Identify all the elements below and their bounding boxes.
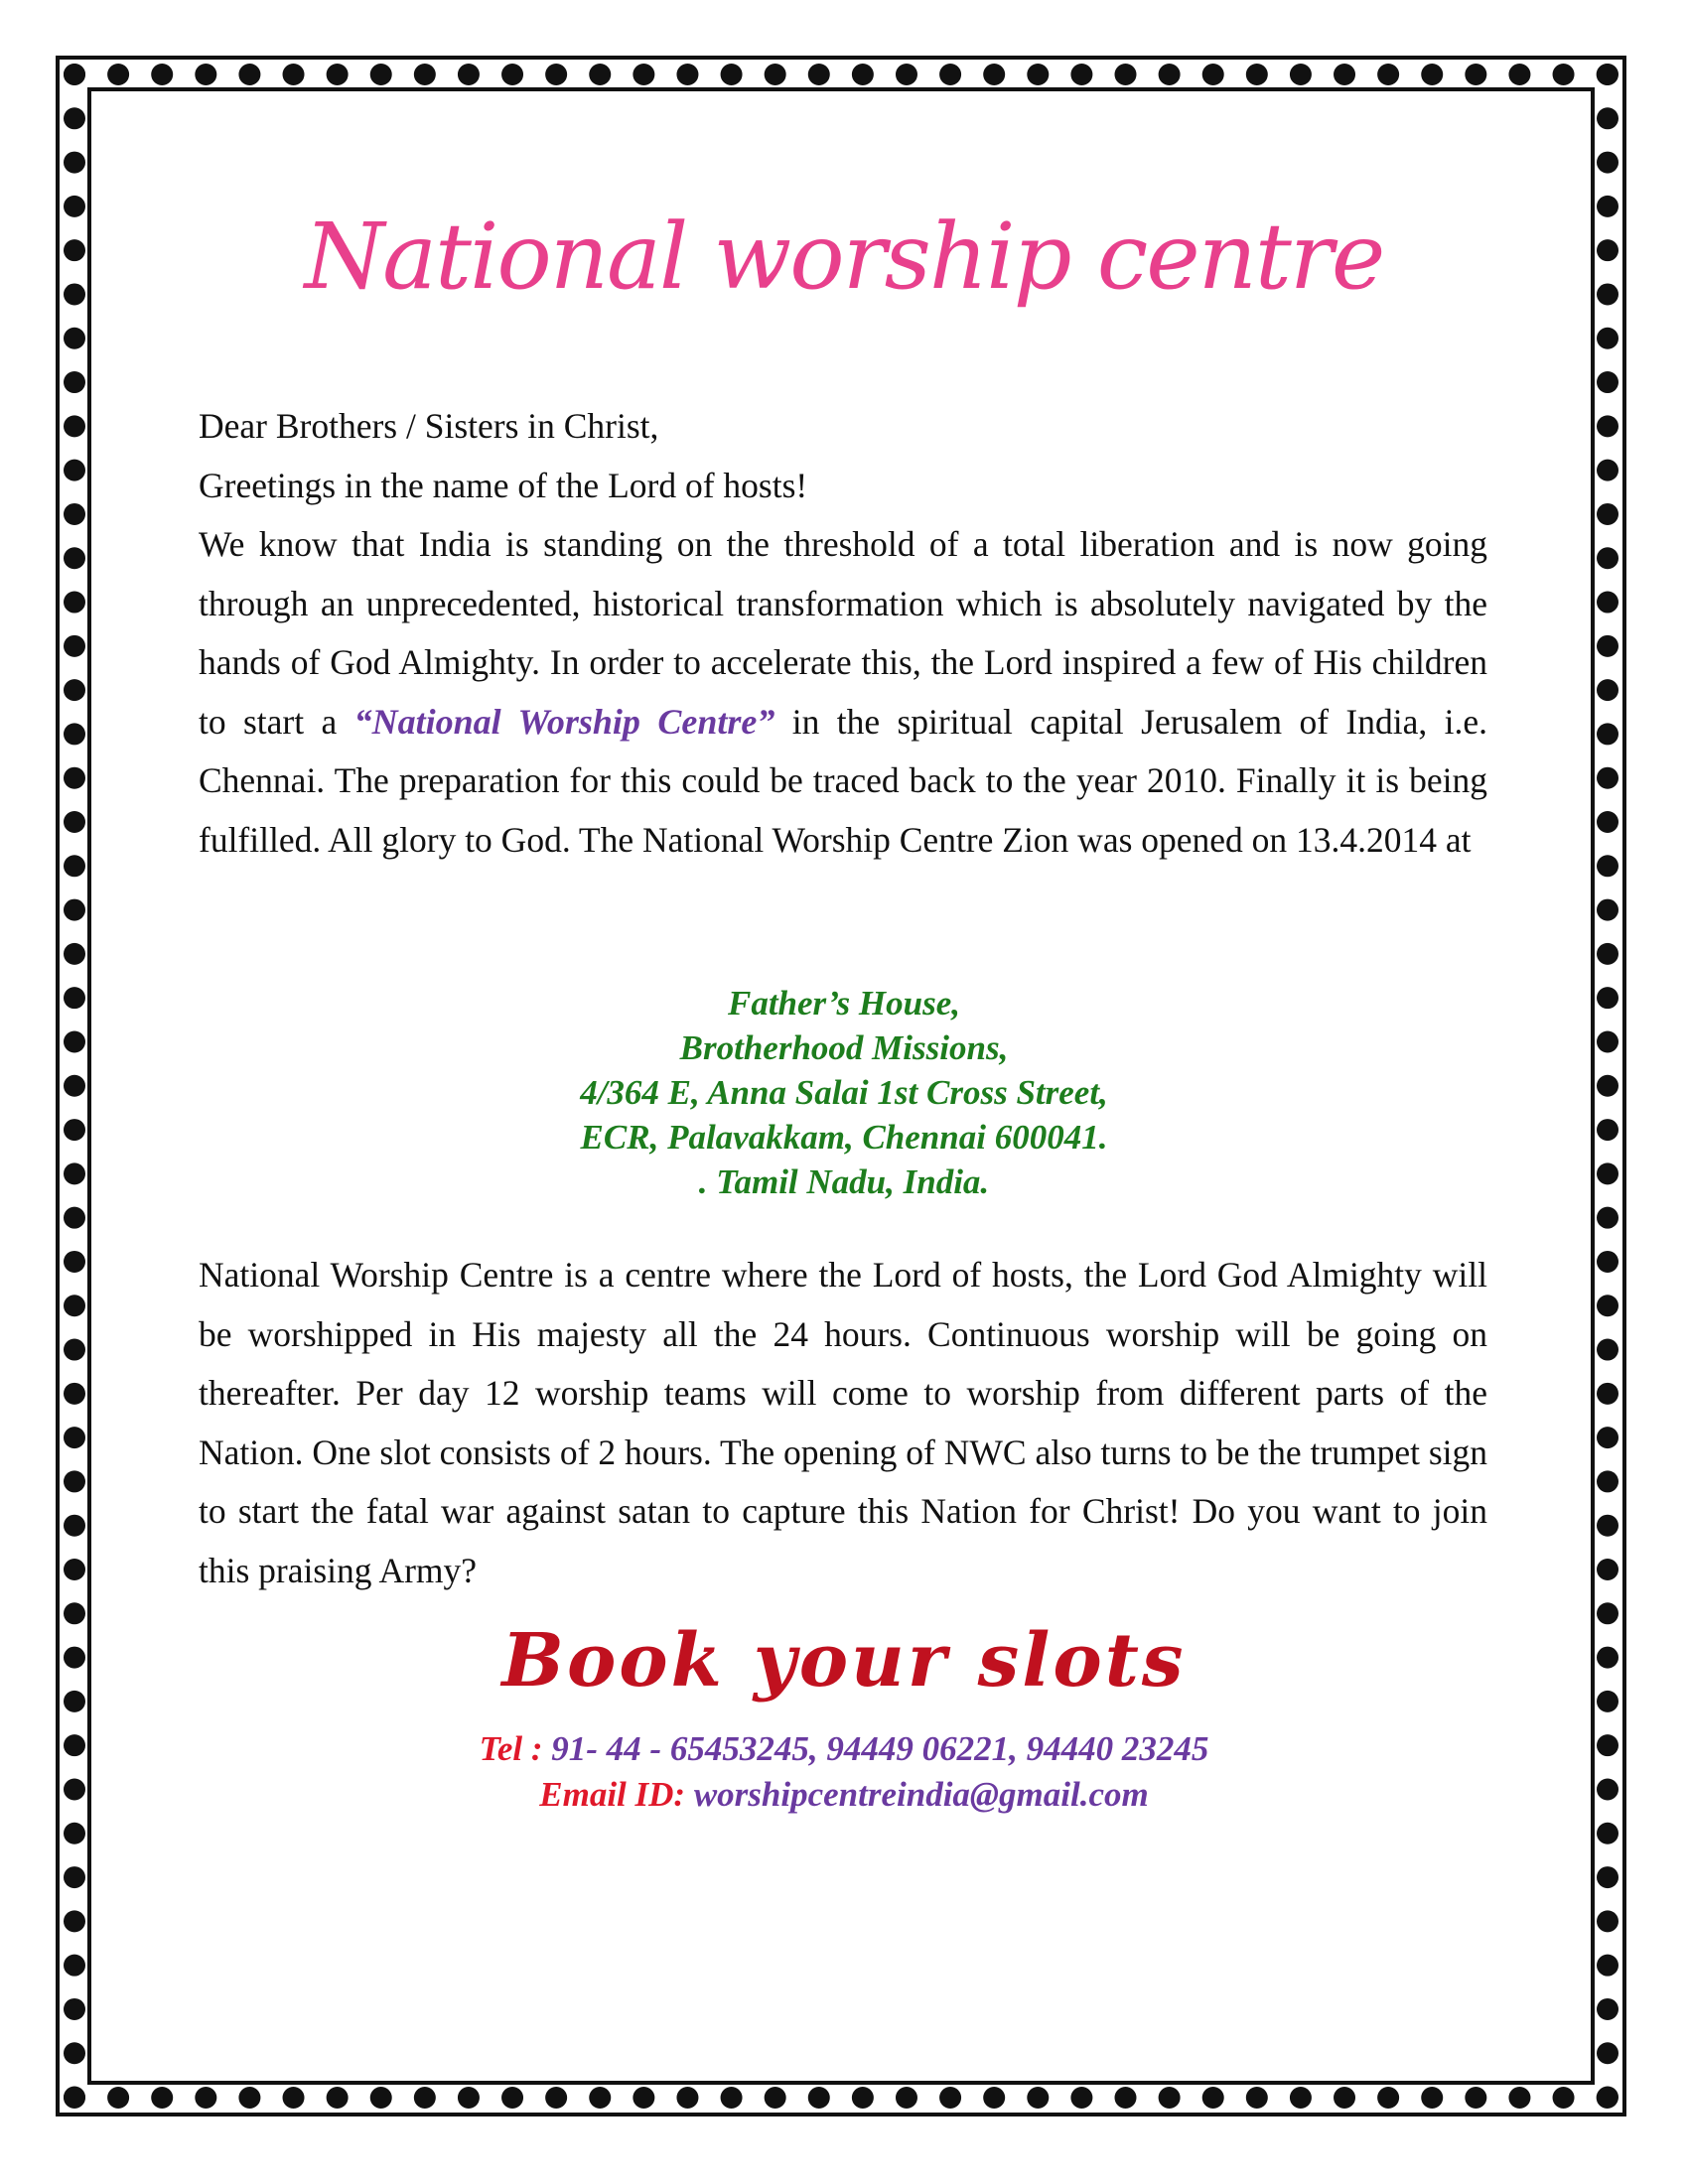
book-slots-heading: Book your slots	[501, 1618, 1187, 1704]
phone-label: Tel :	[479, 1729, 543, 1768]
phone-numbers: 91- 44 - 65453245, 94449 06221, 94440 23245	[551, 1729, 1209, 1768]
phone-contact	[0, 1729, 1688, 1769]
address-line: Brotherhood Missions,	[679, 1028, 1009, 1067]
email-label: Email ID:	[539, 1775, 686, 1814]
intro-text-start: We know that India is standing on the threshold of a total liberation and is now going through an unprecedented, historical transformation which is absolutely navigated by the hands of God Almighty. In order to accelerate this, the Lord inspired a few of His children to start a	[199, 524, 1487, 742]
address-line: Father’s House,	[727, 984, 960, 1023]
email-contact	[0, 1775, 1688, 1815]
address-block	[0, 981, 1688, 1204]
centre-name-highlight: “National Worship Centre”	[353, 701, 775, 742]
address-line: . Tamil Nadu, India.	[698, 1162, 990, 1201]
intro-text-end: in the spiritual capital Jerusalem of India, i.e. Chennai. The preparation for this could be traced back to the year 2010. Finally it is being fulfilled. All glory to God. The National Worship Centre Zion was opened on 13.4.2014 at	[199, 701, 1487, 860]
email-address[interactable]: worshipcentreindia@gmail.com	[693, 1775, 1149, 1814]
intro-paragraph	[199, 515, 1487, 870]
address-line: 4/364 E, Anna Salai 1st Cross Street,	[580, 1073, 1108, 1112]
page-title: National worship centre	[304, 204, 1384, 310]
letter-body	[199, 397, 1487, 870]
greeting: Greetings in the name of the Lord of hosts!	[199, 465, 808, 505]
description-paragraph: National Worship Centre is a centre where the Lord of hosts, the Lord God Almighty will be worshipped in His majesty all the 24 hours. Continuous worship will be going on thereafter. Per day 12 worship teams will come to worship from different parts of the Nation. One slot consists of 2 hours. The opening of NWC also turns to be the trumpet sign to start the fatal war against satan to capture this Nation for Christ! Do you want to join this praising Army?	[199, 1255, 1487, 1590]
salutation: Dear Brothers / Sisters in Christ,	[199, 406, 659, 446]
address-line: ECR, Palavakkam, Chennai 600041.	[580, 1118, 1108, 1157]
